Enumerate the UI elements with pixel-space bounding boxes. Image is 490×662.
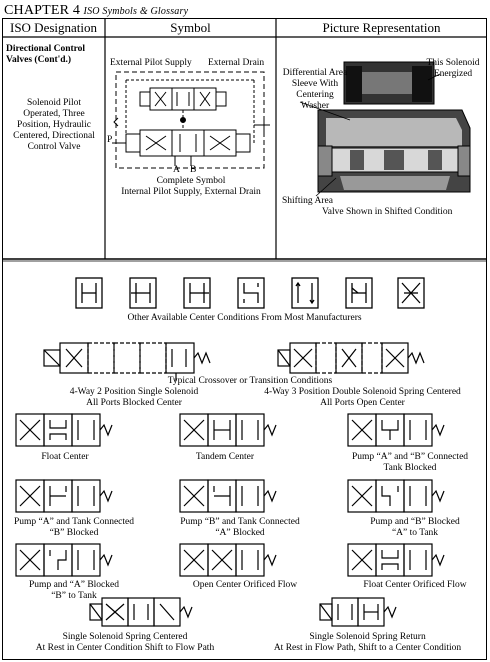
valve-float-center-orificed <box>348 544 444 576</box>
label-this-solenoid-2: Energized <box>433 69 473 79</box>
crossover-caption: Typical Crossover or Transition Conditions <box>167 376 333 386</box>
centers-caption: Other Available Center Conditions From Most Manufacturers <box>127 313 362 323</box>
caption-pump-a-blocked-line2: “B” to Tank <box>51 591 97 601</box>
label-this-solenoid-1: This Solenoid <box>426 58 480 68</box>
port-b-label: B <box>190 165 197 175</box>
double-solenoid-line2: All Ports Open Center <box>320 398 405 408</box>
caption-spring-return-line1: Single Solenoid Spring Return <box>309 632 426 642</box>
port-a-label: A <box>173 165 180 175</box>
valve-pump-a-blocked <box>16 544 112 576</box>
label-external-pilot-supply: External Pilot Supply <box>110 58 192 68</box>
port-p-label: P <box>107 135 113 145</box>
single-solenoid-line1: 4-Way 2 Position Single Solenoid <box>69 387 199 397</box>
label-differential-area-2: Sleeve With <box>291 79 339 89</box>
caption-pump-b-tank-line1: Pump “B” and Tank Connected <box>180 517 300 527</box>
label-shifted-condition: Valve Shown in Shifted Condition <box>322 207 453 217</box>
valve-open-center-orificed <box>180 544 276 576</box>
designation-heading-line2: Valves (Cont'd.) <box>6 55 72 65</box>
designation-desc-line5: Control Valve <box>27 142 81 152</box>
single-solenoid-line2: All Ports Blocked Center <box>86 398 182 408</box>
double-solenoid-line1: 4-Way 3 Position Double Solenoid Spring Centered <box>264 387 461 397</box>
label-external-drain: External Drain <box>208 58 265 68</box>
caption-open-center-orificed: Open Center Orificed Flow <box>192 580 298 590</box>
caption-spring-return-line2: At Rest in Flow Path, Shift to a Center Condition <box>273 643 462 653</box>
label-differential-area-3: Centering <box>296 90 334 100</box>
caption-float-center-orificed: Float Center Orificed Flow <box>363 580 467 590</box>
designation-heading-line1: Directional Control <box>6 44 86 54</box>
chapter-subtitle: ISO Symbols & Glossary <box>83 6 189 17</box>
column-header-picture: Picture Representation <box>322 20 441 35</box>
caption-float-center: Float Center <box>41 452 89 462</box>
valve-pump-b-tank <box>180 480 276 512</box>
valve-float-center <box>16 414 112 446</box>
designation-desc-line4: Centered, Directional <box>13 131 95 141</box>
caption-pump-a-tank-line2: “B” Blocked <box>49 528 99 538</box>
caption-spring-centered-line1: Single Solenoid Spring Centered <box>62 632 188 642</box>
valve-tandem-center <box>180 414 276 446</box>
caption-pump-ab-line2: Tank Blocked <box>383 463 437 473</box>
caption-pump-a-tank-line1: Pump “A” and Tank Connected <box>14 517 134 527</box>
caption-spring-centered-line2: At Rest in Center Condition Shift to Flow Path <box>35 643 215 653</box>
valve-pump-ab-connected <box>348 414 444 446</box>
valve-spring-return <box>320 598 396 626</box>
symbol-caption-line2: Internal Pilot Supply, External Drain <box>121 187 261 197</box>
designation-desc-line1: Solenoid Pilot <box>26 98 82 108</box>
valve-pump-a-tank <box>16 480 112 512</box>
caption-pump-b-blocked-line2: “A” to Tank <box>391 528 439 538</box>
caption-pump-b-blocked-line1: Pump and “B” Blocked <box>370 517 460 527</box>
valve-spring-centered <box>90 598 192 626</box>
caption-tandem-center: Tandem Center <box>195 452 255 462</box>
chapter-title: CHAPTER 4 <box>4 3 81 18</box>
designation-desc-line3: Position, Hydraulic <box>17 120 91 130</box>
caption-pump-a-blocked-line1: Pump and “A” Blocked <box>29 580 119 590</box>
label-differential-area-1: Differential Area <box>282 68 348 78</box>
label-differential-area-4: Washer <box>300 101 330 111</box>
symbol-caption-line1: Complete Symbol <box>156 176 226 186</box>
column-header-designation: ISO Designation <box>9 20 98 35</box>
designation-desc-line2: Operated, Three <box>23 109 85 119</box>
label-shifting-area: Shifting Area <box>282 196 333 206</box>
caption-pump-b-tank-line2: “A” Blocked <box>215 528 265 538</box>
column-header-symbol: Symbol <box>170 20 211 35</box>
caption-pump-ab-line1: Pump “A” and “B” Connected <box>351 452 469 462</box>
valve-pump-b-blocked <box>348 480 444 512</box>
